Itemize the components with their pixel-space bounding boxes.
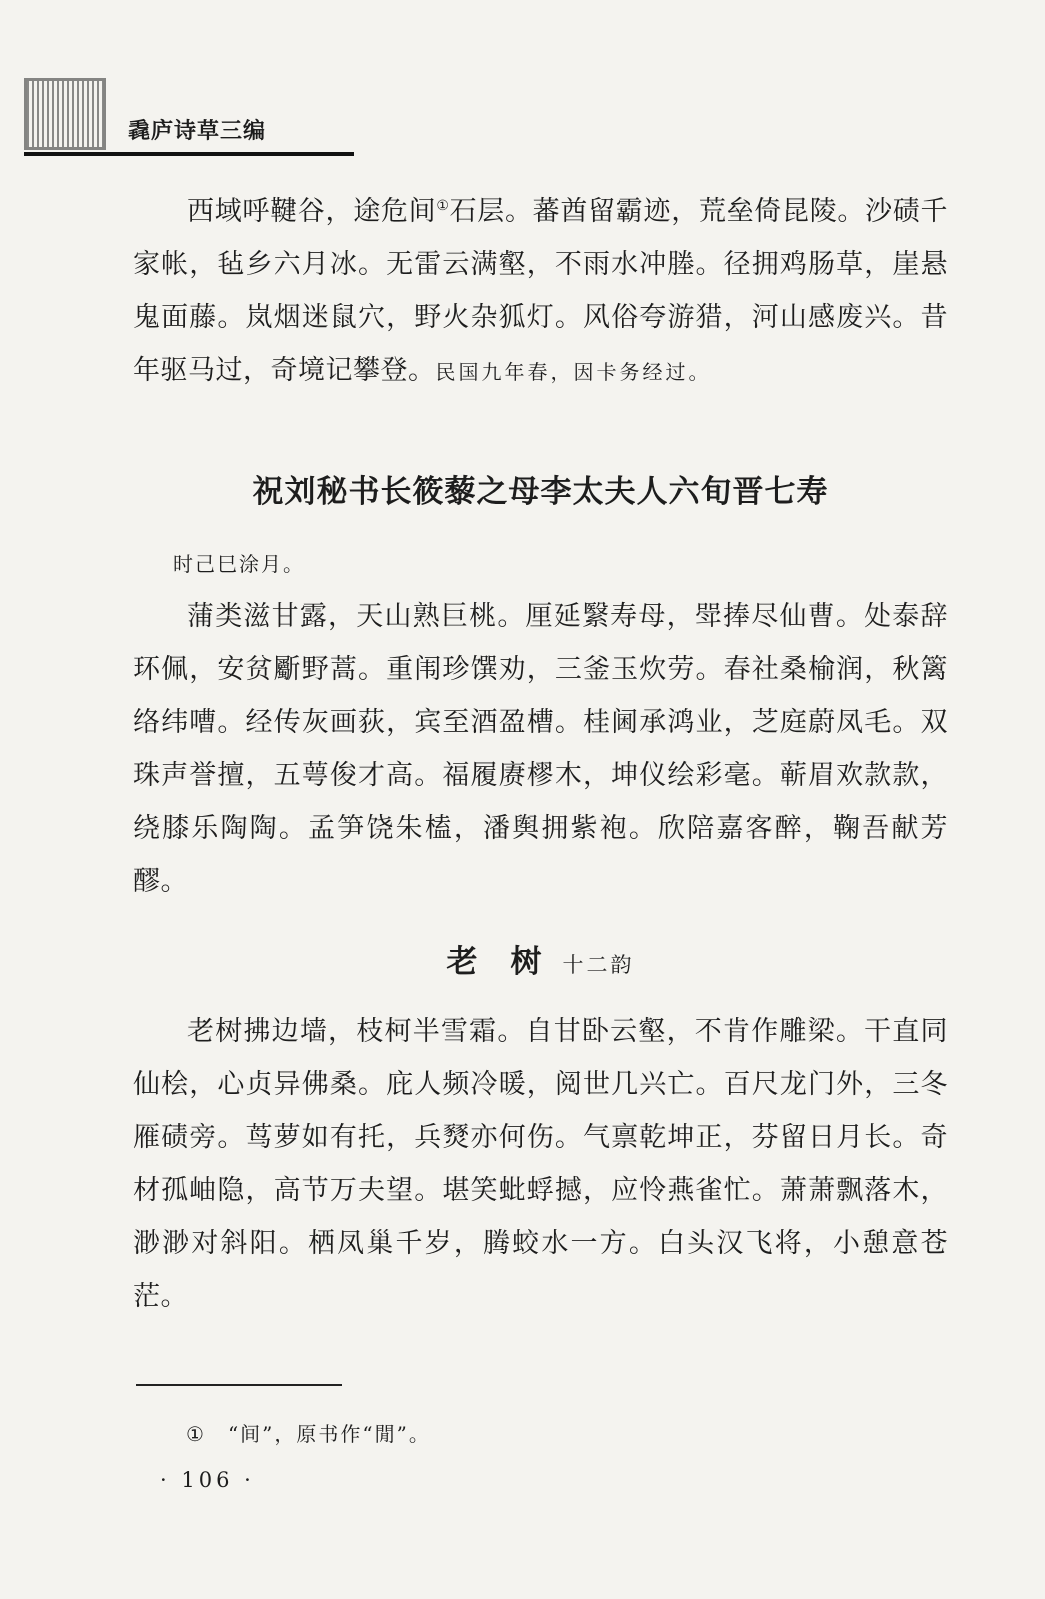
page-number: · 106 · [160, 1468, 255, 1492]
poem-1-text: 西域呼鞬谷，途危间 [187, 196, 437, 227]
poem-2-text: 蒲类滋甘露，天山熟巨桃。厘延繄寿母，斝捧尽仙曹。处泰辞环佩，安贫斸野蒿。重闱珍馔劝，三釜玉炊劳。春社桑榆润，秋篱络纬嘈。经传灰画荻，宾至酒盈槽。桂阃承鸿业，芝庭蔚凤毛。双珠声誉擅，五萼俊才高。福履赓樛木，坤仪绘彩毫。蕲眉欢款款，绕膝乐陶陶。孟笋饶朱榼，潘舆拥紫袍。欣陪嘉客醉，鞠吾献芳醪。 [133, 601, 948, 897]
footnote-text: “间”，原书作“閒”。 [227, 1422, 431, 1446]
footnote-ref: ① [436, 198, 450, 214]
poem-2-preface: 时己巳涂月。 [173, 552, 305, 576]
header-rule [24, 152, 354, 156]
poem-1-body [133, 180, 948, 399]
footnote [186, 1418, 431, 1447]
poem-1-text-cont: 石层。蕃酋留霸迹，荒垒倚昆陵。沙碛千家帐，毡乡六月冰。无雷云满壑，不雨水冲塍。径拥鸡肠草，崖悬鬼面藤。岚烟迷鼠穴，野火杂狐灯。风俗夸游猎，河山感废兴。昔年驱马过，奇境记攀登。 [133, 196, 949, 386]
poem-3-subtitle: 十二韵 [562, 953, 635, 977]
poem-2-title: 祝刘秘书长筱藜之母李太夫人六旬晋七寿 [252, 474, 829, 510]
seal-stamp-icon [24, 78, 106, 150]
running-header-title: 毳庐诗草三编 [128, 119, 267, 144]
footnote-mark: ① [186, 1422, 206, 1446]
poem-3-text: 老树拂边墙，枝柯半雪霜。自甘卧云壑，不肯作雕梁。干直同仙桧，心贞异佛桑。庇人频冷暖，阅世几兴亡。百尺龙门外，三冬雁碛旁。茑萝如有托，兵燹亦何伤。气禀乾坤正，芬留日月长。奇材孤岫隐，高节万夫望。堪笑蚍蜉撼，应怜燕雀忙。萧萧飘落木，渺渺对斜阳。栖凤巢千岁，腾蛟水一方。白头汉飞将，小憩意苍茫。 [133, 1016, 948, 1312]
poem-3-heading [133, 936, 948, 981]
poem-3-title: 老 树 [446, 944, 543, 980]
footnote-rule [136, 1384, 342, 1386]
poem-3-body [133, 1005, 948, 1323]
poem-1-inline-note: 民国九年春，因卡务经过。 [435, 360, 712, 384]
poem-2-body [133, 590, 948, 908]
